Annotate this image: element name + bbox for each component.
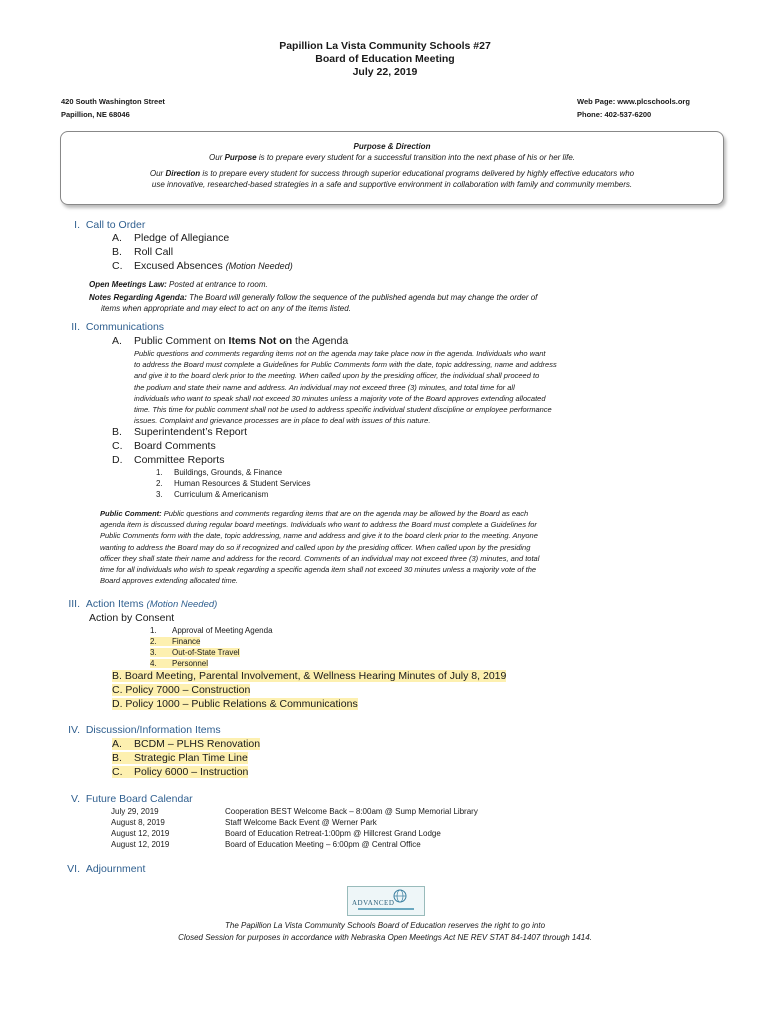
- action-policy-1000: D. Policy 1000 – Public Relations & Communications: [112, 698, 358, 710]
- address-city: Papillion, NE 68046: [61, 110, 130, 119]
- item-committee-reports: D. Committee Reports: [112, 454, 225, 466]
- public-comment-paragraph: Public questions and comments regarding items not on the agenda may take place now in the agenda. Individuals who want to address the Board must complete a Guidelines for Public Comments form with the date, topic addressing, name and address and give it to the board clerk prior to the meeting. When called upon by the presiding officer, the individual shall proceed to the podium and state their name and address. An individual may not exceed three (3) minutes, and total time for all individuals who want to speak shall not exceed 30 minutes unless a majority vote of the Board approves extending allocated time. This time for public comment shall not be used to address specific individual student discipline or employee performance issues. Complaint and grievance processes are in place to deal with issues of this nature.: [134, 349, 557, 426]
- purpose-direction-box: [60, 131, 724, 205]
- public-comment-on-agenda: Public Comment: Public questions and comments regarding items that are on the agenda may be allowed by the Board as each agenda item is discussed during regular board meetings. Individuals who want to address the Board must complete a Guidelines for Public Comments form with the date, topic addressing, name and address and give it to the board clerk prior to the meeting. Anyone wanting to address the Board may do so if recognized and called upon by the presiding officer. When called upon by the presiding officer they shall state their name and address for the record. Comments of an individual may not exceed three (3) minutes, and total time for all individuals who wish to speak regarding a specific agenda item shall not exceed 30 minutes unless a majority vote of the Board approves extending allocated time.: [100, 509, 540, 586]
- action-policy-7000: C. Policy 7000 – Construction: [112, 684, 251, 696]
- consent-out-of-state-travel: 3. Out-of-State Travel: [150, 648, 240, 657]
- phone: Phone: 402-537-6200: [577, 110, 652, 119]
- calendar-event: Cooperation BEST Welcome Back – 8:00am @ Sump Memorial Library: [225, 807, 478, 816]
- discussion-bcdm: A. BCDM – PLHS Renovation: [112, 738, 261, 750]
- advanced-logo: [347, 886, 425, 916]
- address-street: 420 South Washington Street: [61, 97, 165, 106]
- section-adjournment: VI. Adjournment: [67, 863, 146, 875]
- calendar-date: July 29, 2019: [111, 807, 159, 816]
- calendar-date: August 12, 2019: [111, 829, 170, 838]
- district-name: Papillion La Vista Community Schools #27: [279, 40, 491, 52]
- notes-regarding-agenda-cont: items when appropriate and may elect to act on any of the items listed.: [101, 304, 351, 313]
- calendar-event: Board of Education Meeting – 6:00pm @ Central Office: [225, 840, 421, 849]
- item-pledge: A. Pledge of Allegiance: [112, 232, 230, 244]
- purpose-heading: Purpose & Direction: [353, 142, 431, 151]
- section-action-items: III. Action Items (Motion Needed): [68, 598, 218, 610]
- item-board-comments: C. Board Comments: [112, 440, 216, 452]
- open-meetings-law: Open Meetings Law: Posted at entrance to room.: [89, 280, 268, 289]
- logo-text: ADVANCED: [352, 899, 395, 907]
- report-curriculum: 3. Curriculum & Americanism: [156, 490, 269, 499]
- item-roll-call: B. Roll Call: [112, 246, 174, 258]
- item-public-comment-not-on-agenda: A. Public Comment on Items Not on the Agenda: [112, 335, 349, 347]
- report-human-resources: 2. Human Resources & Student Services: [156, 479, 311, 488]
- direction-statement-cont: use innovative, researched-based strategies in a safe and supportive environment in collaboration with family and community members.: [151, 180, 633, 189]
- notes-regarding-agenda: Notes Regarding Agenda: The Board will generally follow the sequence of the published agenda but may change the order of: [89, 293, 538, 302]
- section-communications: II. Communications: [71, 321, 165, 333]
- footer-note: The Papillion La Vista Community Schools Board of Education reserves the right to go into: [224, 921, 546, 930]
- discussion-policy-6000: C. Policy 6000 – Instruction: [112, 766, 249, 778]
- action-board-meeting-minutes: B. Board Meeting, Parental Involvement, & Wellness Hearing Minutes of July 8, 2019: [112, 670, 507, 682]
- section-future-calendar: V. Future Board Calendar: [71, 793, 193, 805]
- calendar-date: August 12, 2019: [111, 840, 170, 849]
- consent-approval-agenda: 1. Approval of Meeting Agenda: [150, 626, 273, 635]
- meeting-name: Board of Education Meeting: [315, 53, 455, 65]
- report-buildings: 1. Buildings, Grounds, & Finance: [156, 468, 283, 477]
- purpose-statement: Our Purpose is to prepare every student for a successful transition into the next phase of his or her life.: [209, 153, 575, 162]
- calendar-event: Staff Welcome Back Event @ Werner Park: [225, 818, 377, 827]
- meeting-date: July 22, 2019: [352, 66, 418, 78]
- consent-personnel: 4. Personnel: [150, 659, 209, 668]
- section-discussion: IV. Discussion/Information Items: [68, 724, 221, 736]
- action-by-consent: Action by Consent: [89, 612, 175, 624]
- discussion-strategic-plan: B. Strategic Plan Time Line: [112, 752, 248, 764]
- consent-finance: 2. Finance: [150, 637, 201, 646]
- direction-statement: Our Direction is to prepare every student for success through superior educational programs delivered by highly effective educators who: [149, 169, 635, 178]
- calendar-date: August 8, 2019: [111, 818, 165, 827]
- item-superintendent-report: B. Superintendent’s Report: [112, 426, 248, 438]
- web-page: Web Page: www.plcschools.org: [577, 97, 690, 106]
- section-call-to-order: I. Call to Order: [74, 219, 146, 231]
- item-excused-absences: C. Excused Absences (Motion Needed): [112, 260, 293, 272]
- footer-note-cont: Closed Session for purposes in accordance with Nebraska Open Meetings Act NE REV STAT 84-1407 through 1414.: [178, 933, 592, 942]
- calendar-event: Board of Education Retreat-1:00pm @ Hillcrest Grand Lodge: [225, 829, 441, 838]
